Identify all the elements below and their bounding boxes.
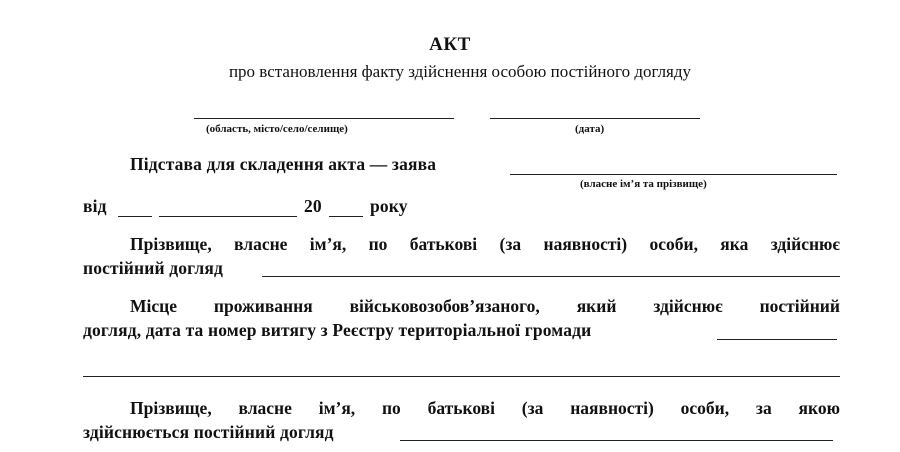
word: яка [720, 234, 749, 254]
carer-name-blank[interactable] [262, 276, 840, 277]
residence-continuation-blank[interactable] [83, 376, 840, 377]
carer-label-line2: постійний догляд [83, 258, 223, 278]
word: (за [521, 398, 544, 418]
document-subtitle: про встановлення факту здійснення особою постійного догляду [228, 62, 692, 81]
registry-extract-blank[interactable] [717, 339, 837, 340]
word: проживання [213, 296, 313, 316]
day-blank[interactable] [118, 216, 152, 217]
residence-label-line2: догляд, дата та номер витягу з Реєстру територіальної громади [83, 320, 592, 340]
residence-paragraph-line1 [83, 296, 840, 317]
word: (за [499, 234, 522, 254]
word: по [381, 398, 401, 418]
document-title: АКТ [429, 34, 471, 55]
applicant-blank[interactable] [510, 174, 837, 175]
word: постійний [759, 296, 840, 316]
word: особи, [680, 398, 730, 418]
carer-paragraph-line1 [83, 234, 840, 255]
region-blank[interactable] [194, 118, 454, 119]
word: за [755, 398, 772, 418]
word: по [368, 234, 388, 254]
word: Місце [130, 296, 177, 316]
word: військовозобов’язаного, [349, 296, 540, 316]
year-suffix: року [370, 196, 408, 216]
word: якою [798, 398, 840, 418]
word: який [576, 296, 617, 316]
word: батькові [409, 234, 478, 254]
date-from-label: від [83, 196, 107, 216]
word: наявності) [570, 398, 654, 418]
month-blank[interactable] [159, 216, 297, 217]
region-caption: (область, місто/село/селище) [206, 123, 348, 135]
word: Прізвище, [130, 398, 212, 418]
word: особи, [649, 234, 698, 254]
word: здійснює [770, 234, 840, 254]
applicant-name-caption: (власне ім’я та прізвище) [580, 178, 707, 190]
word: наявності) [543, 234, 628, 254]
word: власне [234, 234, 288, 254]
cared-person-label-line2: здійснюється постійний догляд [83, 422, 334, 442]
word: власне [238, 398, 292, 418]
word: Прізвище, [130, 234, 212, 254]
cared-person-name-blank[interactable] [400, 440, 833, 441]
cared-person-paragraph-line1 [83, 398, 840, 419]
word: здійснює [653, 296, 723, 316]
year-prefix: 20 [304, 196, 322, 216]
word: ім’я, [309, 234, 347, 254]
word: ім’я, [318, 398, 356, 418]
date-blank[interactable] [490, 118, 700, 119]
word: батькові [427, 398, 495, 418]
basis-label: Підстава для складення акта — заява [130, 154, 437, 174]
date-caption: (дата) [575, 123, 605, 135]
year-blank[interactable] [329, 216, 363, 217]
